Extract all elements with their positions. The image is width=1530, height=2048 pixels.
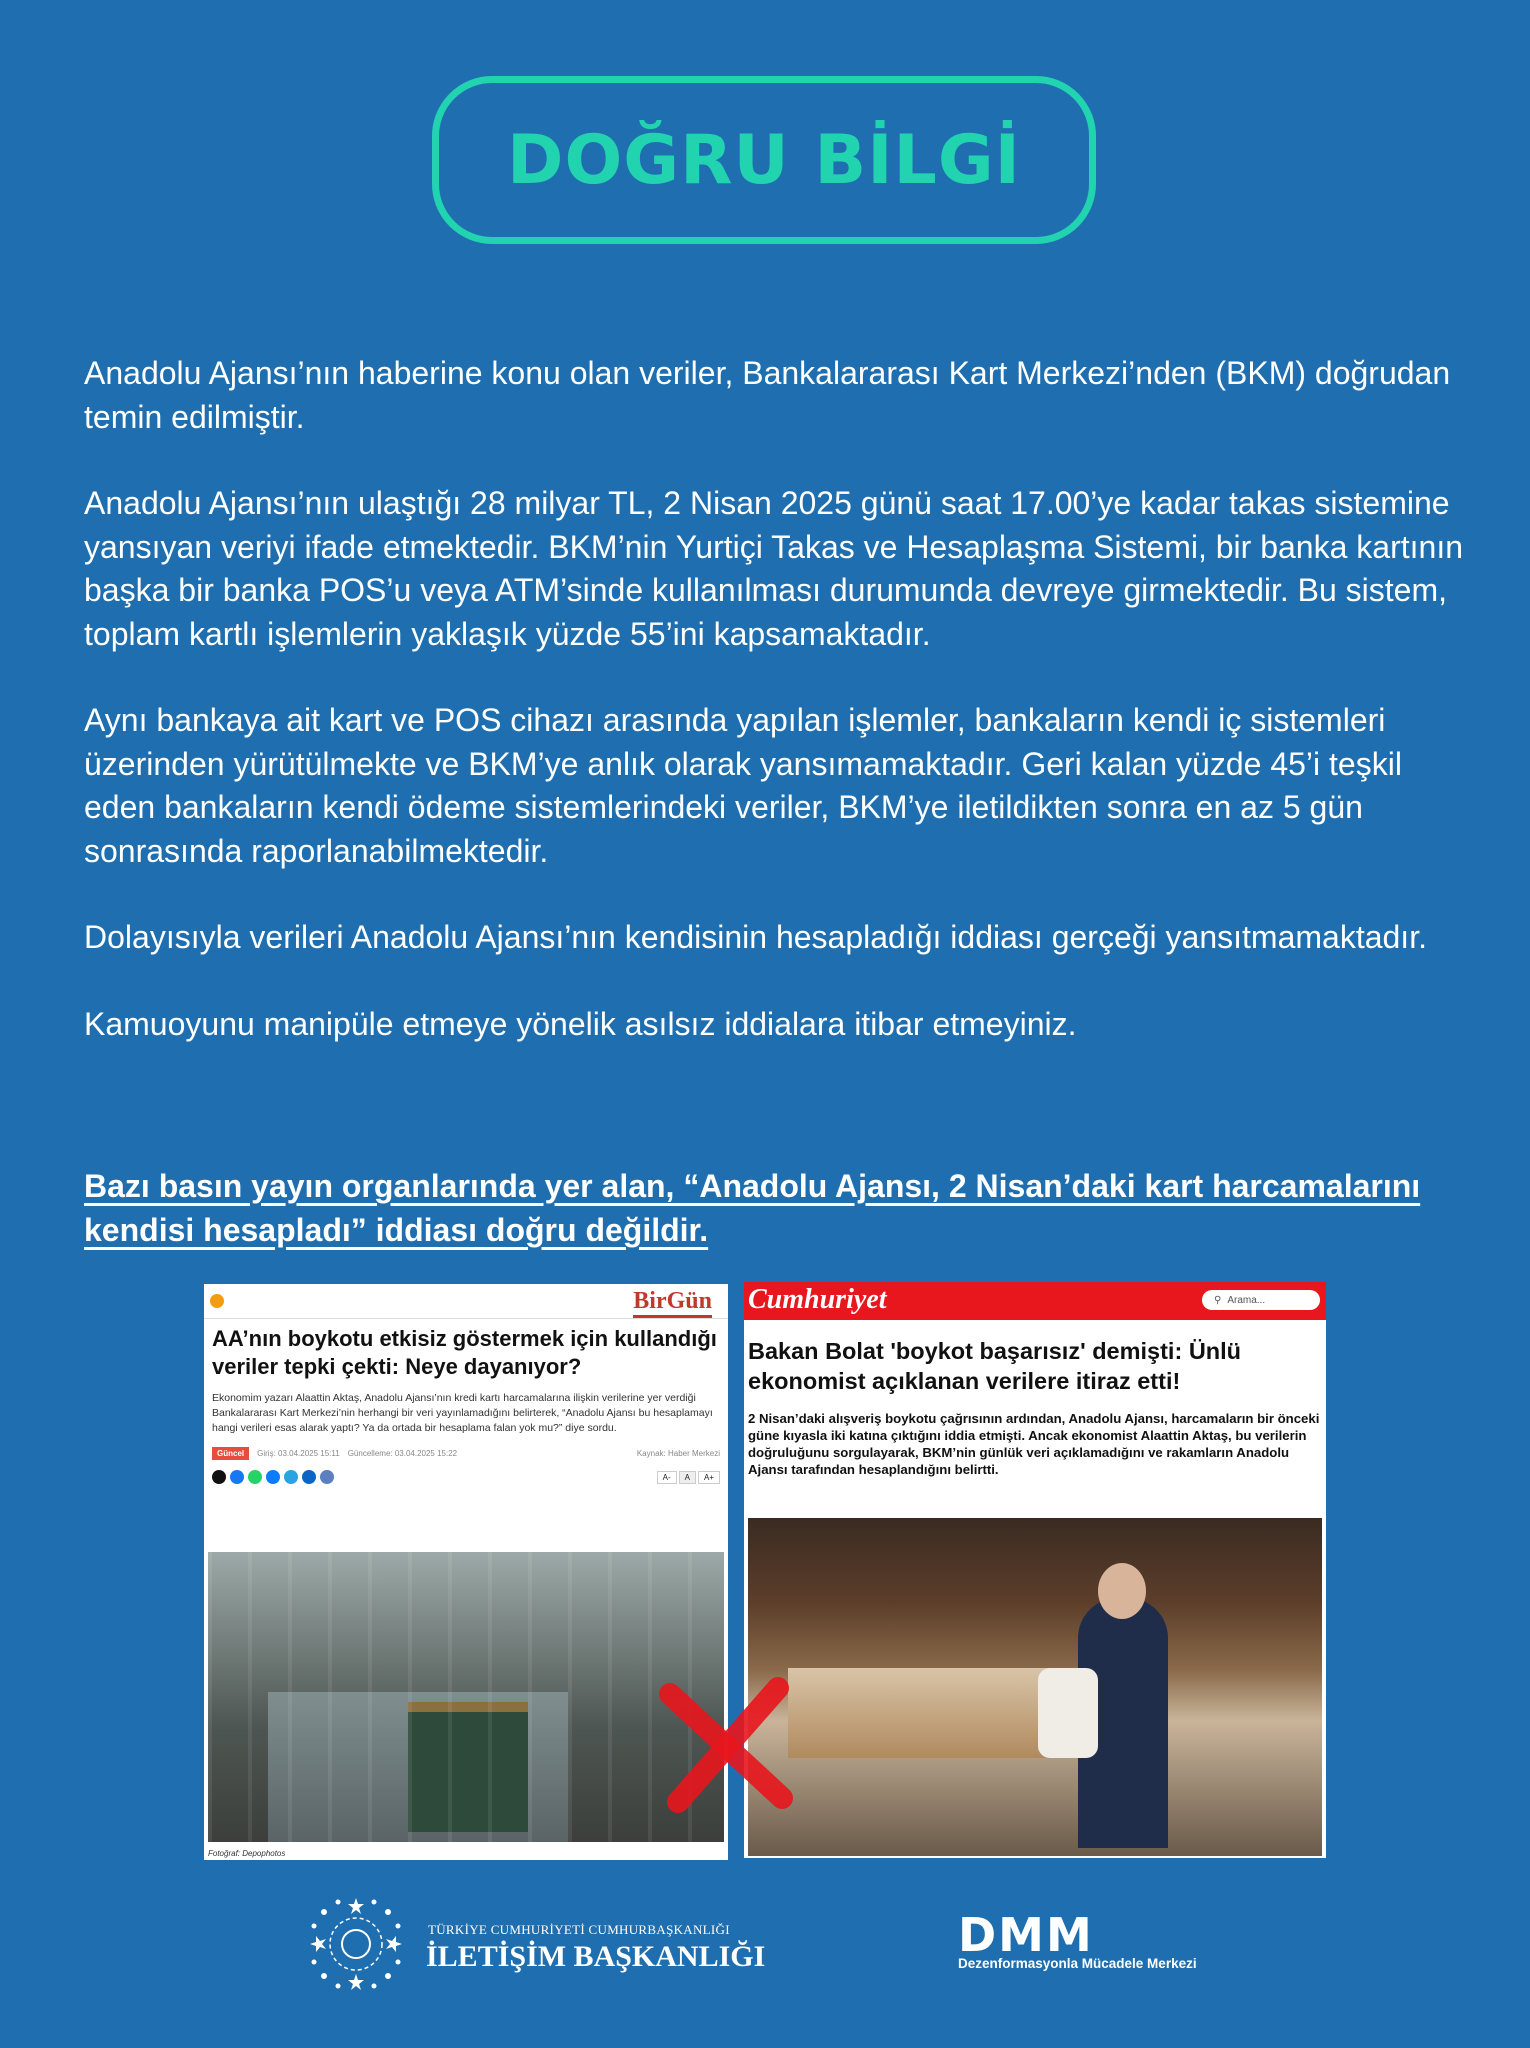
birgun-summary: Ekonomim yazarı Alaattin Aktaş, Anadolu Ajansı’nın kredi kartı harcamalarına ilişkin verilerine yer verdiği Bankalararası Kart Merkezi’nin herhangi bir veri yayınlamadığını belirterek, “Anadolu Ajansı bu hesaplamayı hangi verileri esas alarak yaptı? Ya da ortada bir hesaplama falan yok mu?” diye sordu. bbox=[212, 1392, 713, 1434]
birgun-article-screenshot bbox=[204, 1284, 728, 1860]
paragraph: Dolayısıyla verileri Anadolu Ajansı’nın kendisinin hesapladığı iddiası gerçeği yansıtmamaktadır. bbox=[84, 919, 1427, 955]
cumhuriyet-article-screenshot bbox=[744, 1282, 1326, 1858]
linkedin-icon bbox=[302, 1470, 316, 1484]
statement-body bbox=[84, 352, 1464, 1089]
iletisim-title: İLETİŞİM BAŞKANLIĞI bbox=[426, 1940, 766, 1973]
false-cross-icon bbox=[656, 1674, 796, 1814]
bluesky-icon bbox=[266, 1470, 280, 1484]
dmm-logo: DMM bbox=[958, 1908, 1094, 1962]
dmm-subtitle: Dezenformasyonla Mücadele Merkezi bbox=[958, 1956, 1197, 1971]
coin-icon bbox=[210, 1294, 224, 1308]
cumhuriyet-header bbox=[744, 1282, 1326, 1320]
birgun-header bbox=[204, 1284, 728, 1319]
telegram-icon bbox=[284, 1470, 298, 1484]
whatsapp-icon bbox=[248, 1470, 262, 1484]
mall-photo bbox=[208, 1552, 724, 1842]
paragraph: Kamuoyunu manipüle etmeye yönelik asılsız iddialara itibar etmeyiniz. bbox=[84, 1005, 1077, 1042]
star-emblem-icon bbox=[306, 1894, 406, 1994]
search-input: ⚲ Arama... bbox=[1202, 1290, 1320, 1310]
claim-statement: Bazı basın yayın organlarında yer alan, “Anadolu Ajansı, 2 Nisan’daki kart harcamalarını kendisi hesapladı” iddiası doğru değildir. bbox=[84, 1168, 1421, 1248]
birgun-logo: BirGün bbox=[633, 1288, 712, 1318]
x-icon bbox=[212, 1470, 226, 1484]
paragraph: Anadolu Ajansı’nın ulaştığı 28 milyar TL, 2 Nisan 2025 günü saat 17.00’ye kadar takas sistemine yansıyan veriyi ifade etmektedir. BKM’nin Yurtiçi Takas ve Hesaplaşma Sistemi, bir banka kartının başka bir banka POS’u veya ATM’sinde kullanılması durumunda devreye girmektedir. Bu sistem, toplam kartlı işlemlerin yaklaşık yüzde 55’ini kapsamaktadır. bbox=[84, 485, 1463, 652]
search-icon: ⚲ bbox=[1214, 1294, 1222, 1306]
font-decrease: A- bbox=[657, 1471, 677, 1484]
paragraph: Aynı bankaya ait kart ve POS cihazı arasında yapılan işlemler, bankaların kendi iç sistemleri üzerinden yürütülmekte ve BKM’ye anlık olarak yansımamaktadır. Geri kalan yüzde 45’i teşkil eden bankaların kendi ödeme sistemlerindeki veriler, BKM’ye iletildikten sonra en az 5 gün sonrasında raporlanabilmektedir. bbox=[84, 702, 1402, 869]
font-size-controls bbox=[657, 1471, 720, 1484]
birgun-headline: AA’nın boykotu etkisiz göstermek için kullandığı veriler tepki çekti: Neye dayanıyor? bbox=[212, 1326, 717, 1379]
cumhuriyet-headline: Bakan Bolat 'boykot başarısız' demişti: Ünlü ekonomist açıklanan verilere itiraz etti! bbox=[748, 1338, 1242, 1394]
photo-credit: Fotoğraf: Depophotos bbox=[208, 1849, 286, 1858]
bakery-photo bbox=[748, 1518, 1322, 1856]
birgun-meta bbox=[212, 1444, 720, 1462]
cumhuriyet-logo: Cumhuriyet bbox=[748, 1284, 887, 1315]
source-label: Kaynak: Haber Merkezi bbox=[636, 1448, 720, 1458]
font-increase: A+ bbox=[698, 1471, 720, 1484]
paragraph: Anadolu Ajansı’nın haberine konu olan veriler, Bankalararası Kart Merkezi’nden (BKM) doğrudan temin edilmiştir. bbox=[84, 355, 1451, 435]
print-icon bbox=[320, 1470, 334, 1484]
published-date: Giriş: 03.04.2025 15:11 bbox=[257, 1448, 340, 1458]
facebook-icon bbox=[230, 1470, 244, 1484]
iletisim-subtitle: TÜRKİYE CUMHURİYETİ CUMHURBAŞKANLIĞI bbox=[428, 1922, 730, 1937]
category-badge: Güncel bbox=[212, 1447, 249, 1460]
updated-date: Güncelleme: 03.04.2025 15:22 bbox=[347, 1448, 458, 1458]
page-title: DOĞRU BİLGİ bbox=[507, 120, 1021, 200]
cumhuriyet-summary: 2 Nisan’daki alışveriş boykotu çağrısının ardından, Anadolu Ajansı, harcamaların bir önceki güne kıyasla iki katına çıktığını iddia etmişti. Ancak ekonomist Alaattin Aktaş, bu verilerin doğruluğunu sorgulayarak, BKM’nin günlük veri açıklamadığını ve rakamların Anadolu Ajansı tarafından hesaplandığını belirtti. bbox=[748, 1411, 1320, 1477]
share-bar bbox=[212, 1468, 720, 1486]
font-normal: A bbox=[679, 1471, 696, 1484]
